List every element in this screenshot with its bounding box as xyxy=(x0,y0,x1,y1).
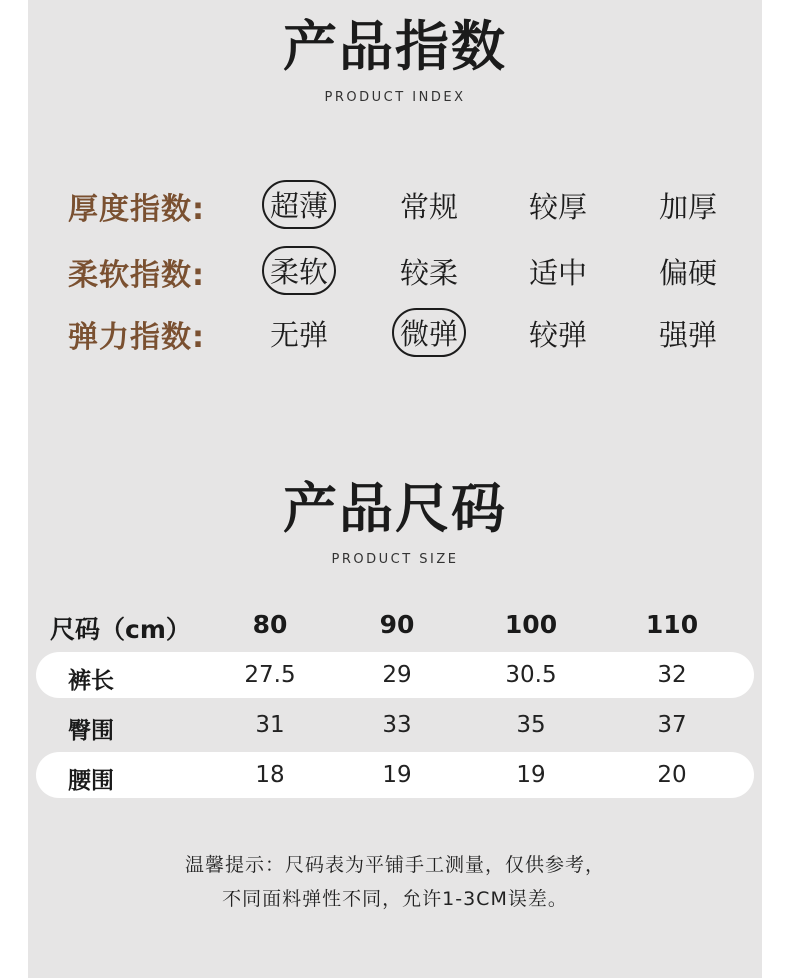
index-row-softness xyxy=(0,242,790,296)
table-cell: 27.5 xyxy=(244,662,296,688)
size-header-cell: 100 xyxy=(504,610,558,639)
table-cell: 19 xyxy=(516,762,546,788)
index-option: 较弹 xyxy=(528,318,587,352)
index-row-thickness xyxy=(0,176,790,230)
table-cell: 29 xyxy=(382,662,412,688)
table-cell: 31 xyxy=(255,712,285,738)
table-cell: 18 xyxy=(255,762,285,788)
table-cell: 20 xyxy=(657,762,687,788)
table-cell: 35 xyxy=(516,712,546,738)
size-title: 产品尺码 xyxy=(283,477,507,540)
index-option: 偏硬 xyxy=(658,256,717,290)
index-label: 厚度指数: xyxy=(68,192,205,227)
index-option: 强弹 xyxy=(658,318,717,352)
index-option: 较柔 xyxy=(399,256,458,290)
index-option: 加厚 xyxy=(658,190,717,224)
table-cell: 19 xyxy=(382,762,412,788)
index-option-selected: 柔软 xyxy=(244,251,354,295)
size-header-cell: 80 xyxy=(252,610,288,639)
table-cell: 30.5 xyxy=(505,662,557,688)
size-header-cell: 90 xyxy=(379,610,415,639)
table-row xyxy=(0,752,790,798)
row-label: 裤长 xyxy=(68,668,114,694)
note-line-1: 温馨提示：尺码表为平铺手工测量，仅供参考， xyxy=(184,854,605,876)
table-cell: 37 xyxy=(657,712,687,738)
size-header-label: 尺码（cm） xyxy=(50,615,191,644)
index-option: 较厚 xyxy=(528,190,587,224)
index-option: 适中 xyxy=(528,256,587,290)
index-row-elasticity xyxy=(0,304,790,358)
size-header-cell: 110 xyxy=(645,610,699,639)
index-subtitle: PRODUCT INDEX xyxy=(324,90,466,105)
index-title: 产品指数 xyxy=(283,15,507,78)
table-row xyxy=(0,702,790,748)
index-label: 弹力指数: xyxy=(68,320,205,355)
table-cell: 32 xyxy=(657,662,687,688)
index-option: 无弹 xyxy=(269,318,328,352)
index-option: 常规 xyxy=(399,190,458,224)
size-table-header xyxy=(0,600,790,644)
row-label: 腰围 xyxy=(68,768,114,794)
index-option-selected: 微弹 xyxy=(374,313,484,357)
note-line-2: 不同面料弹性不同，允许1-3CM误差。 xyxy=(222,888,568,910)
table-cell: 33 xyxy=(382,712,412,738)
table-row xyxy=(0,652,790,698)
size-subtitle: PRODUCT SIZE xyxy=(331,552,459,567)
row-label: 臀围 xyxy=(68,718,114,744)
index-option-selected: 超薄 xyxy=(244,185,354,229)
index-label: 柔软指数: xyxy=(68,258,205,293)
